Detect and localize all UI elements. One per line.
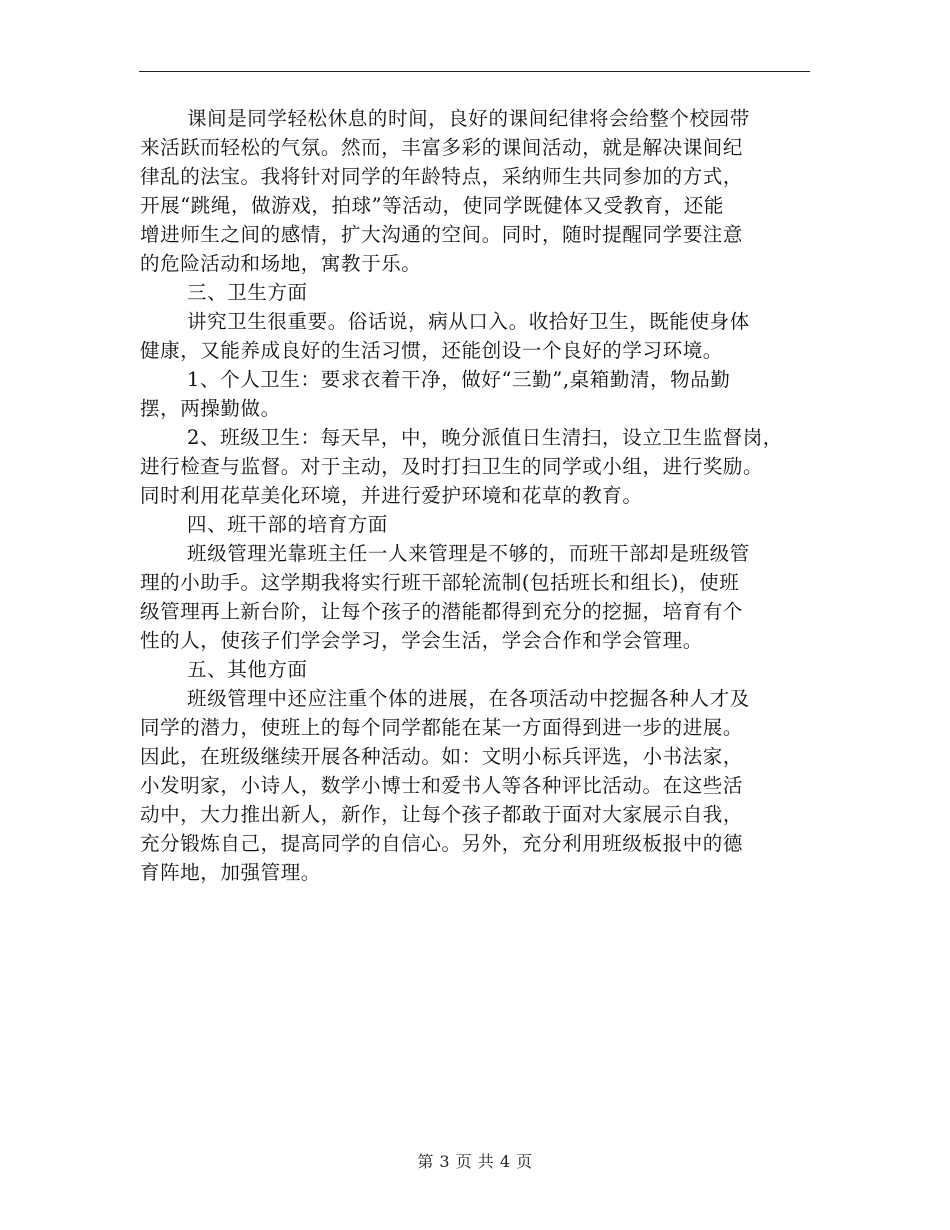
text-line: 班级管理光靠班主任一人来管理是不够的，而班干部却是班级管	[187, 542, 750, 565]
text-line: 增进师生之间的感情，扩大沟通的空间。同时，随时提醒同学要注意	[140, 223, 744, 246]
text-line: 讲究卫生很重要。俗话说，病从口入。收拾好卫生，既能使身体	[187, 310, 750, 333]
header-rule	[139, 71, 810, 72]
paragraph-cadres	[140, 539, 830, 655]
text-line: 理的小助手。这学期我将实行班干部轮流制(包括班长和组长)，使班	[140, 571, 740, 594]
text-line: 小发明家，小诗人，数学小博士和爱书人等各种评比活动。在这些活	[140, 774, 744, 797]
text-line: 充分锻炼自己，提高同学的自信心。另外，充分利用班级板报中的德	[140, 832, 744, 855]
text-line: 课间是同学轻松休息的时间，良好的课间纪律将会给整个校园带	[187, 107, 750, 130]
text-line: 同时利用花草美化环境，并进行爱护环境和花草的教育。	[140, 484, 643, 507]
text-line: 1、个人卫生：要求衣着干净，做好“三勤”,桌箱勤清，物品勤	[187, 368, 731, 391]
text-line: 动中，大力推出新人，新作，让每个孩子都敢于面对大家展示自我，	[140, 803, 744, 826]
text-line: 2、班级卫生：每天早，中，晚分派值日生清扫，设立卫生监督岗，	[187, 426, 783, 449]
paragraph-other	[140, 684, 830, 887]
text-line: 性的人，使孩子们学会学习，学会生活，学会合作和学会管理。	[140, 629, 703, 652]
section-heading: 五、其他方面	[187, 658, 308, 681]
section-heading-cadres	[140, 510, 830, 539]
section-heading-hygiene	[140, 278, 830, 307]
text-line: 级管理再上新台阶，让每个孩子的潜能都得到充分的挖掘，培育有个	[140, 600, 744, 623]
text-line: 班级管理中还应注重个体的进展，在各项活动中挖掘各种人才及	[187, 687, 750, 710]
document-body	[140, 104, 830, 887]
section-heading: 四、班干部的培育方面	[187, 513, 389, 536]
section-heading-other	[140, 655, 830, 684]
text-line: 健康，又能养成良好的生活习惯，还能创设一个良好的学习环境。	[140, 339, 723, 362]
text-line: 摆，两操勤做。	[140, 397, 281, 420]
text-line: 育阵地，加强管理。	[140, 861, 321, 884]
paragraph-recess	[140, 104, 830, 278]
text-line: 同学的潜力，使班上的每个同学都能在某一方面得到进一步的进展。	[140, 716, 744, 739]
text-line: 进行检查与监督。对于主动，及时打扫卫生的同学或小组，进行奖励。	[140, 455, 764, 478]
paragraph-personal-hygiene	[140, 365, 830, 423]
paragraph-hygiene-intro	[140, 307, 830, 365]
text-line: 因此，在班级继续开展各种活动。如：文明小标兵评选，小书法家，	[140, 745, 744, 768]
text-line: 的危险活动和场地，寓教于乐。	[140, 252, 422, 275]
text-line: 开展“跳绳，做游戏，拍球”等活动，使同学既健体又受教育，还能	[140, 194, 724, 217]
section-heading: 三、卫生方面	[187, 281, 308, 304]
paragraph-class-hygiene	[140, 423, 830, 510]
page-number: 第 3 页 共 4 页	[417, 1152, 533, 1171]
text-line: 律乱的法宝。我将针对同学的年龄特点，采纳师生共同参加的方式，	[140, 165, 744, 188]
text-line: 来活跃而轻松的气氛。然而，丰富多彩的课间活动，就是解决课间纪	[140, 136, 744, 159]
